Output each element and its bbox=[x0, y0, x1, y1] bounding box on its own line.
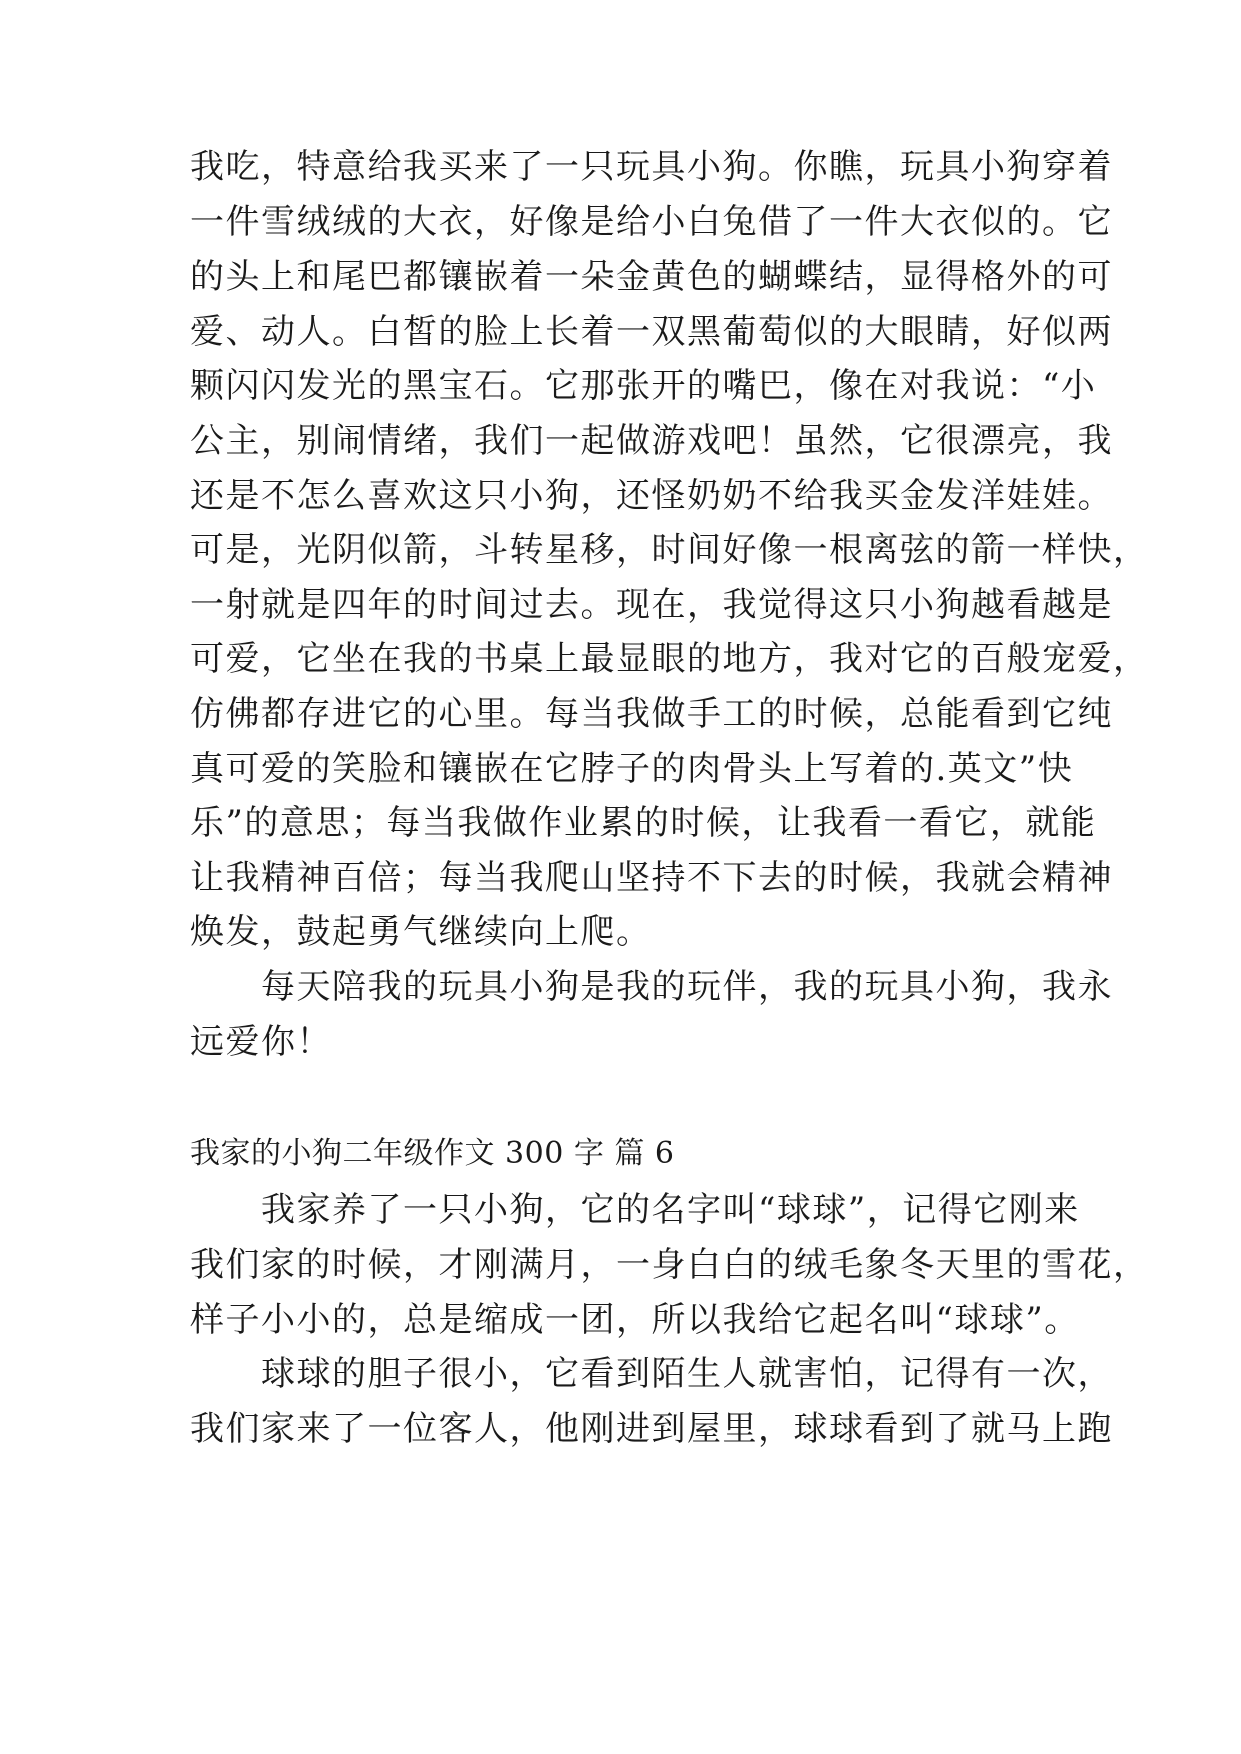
text-line: 一射就是四年的时间过去。现在，我觉得这只小狗越看越是 bbox=[190, 585, 1113, 625]
text-line: 真可爱的笑脸和镶嵌在它脖子的肉骨头上写着的.英文”快 bbox=[190, 749, 1074, 789]
text-line: 可是，光阴似箭，斗转星移，时间好像一根离弦的箭一样快， bbox=[190, 530, 1149, 570]
text-line: 焕发，鼓起勇气继续向上爬。 bbox=[190, 912, 652, 952]
text-line: 的头上和尾巴都镶嵌着一朵金黄色的蝴蝶结，显得格外的可 bbox=[190, 257, 1113, 297]
section-heading: 我家的小狗二年级作文 300 字 篇 6 bbox=[190, 1136, 675, 1171]
text-line: 样子小小的，总是缩成一团，所以我给它起名叫“球球”。 bbox=[190, 1300, 1080, 1340]
text-line: 颗闪闪发光的黑宝石。它那张开的嘴巴，像在对我说：“小 bbox=[190, 366, 1097, 406]
text-line: 乐”的意思；每当我做作业累的时候，让我看一看它，就能 bbox=[190, 803, 1097, 843]
text-line: 我们家的时候，才刚满月，一身白白的绒毛象冬天里的雪花， bbox=[190, 1245, 1149, 1285]
text-line: 球球的胆子很小，它看到陌生人就害怕，记得有一次， bbox=[190, 1354, 1113, 1394]
text-line: 仿佛都存进它的心里。每当我做手工的时候，总能看到它纯 bbox=[190, 694, 1113, 734]
text-line: 公主，别闹情绪，我们一起做游戏吧！虽然，它很漂亮，我 bbox=[190, 421, 1113, 461]
text-line: 一件雪绒绒的大衣，好像是给小白兔借了一件大衣似的。它 bbox=[190, 202, 1113, 242]
text-line: 我们家来了一位客人，他刚进到屋里，球球看到了就马上跑 bbox=[190, 1409, 1113, 1449]
text-line: 远爱你！ bbox=[190, 1022, 332, 1062]
text-line: 可爱，它坐在我的书桌上最显眼的地方，我对它的百般宠爱， bbox=[190, 639, 1149, 679]
text-line: 每天陪我的玩具小狗是我的玩伴，我的玩具小狗，我永 bbox=[190, 967, 1113, 1007]
text-line: 让我精神百倍；每当我爬山坚持不下去的时候，我就会精神 bbox=[190, 858, 1113, 898]
text-line: 我家养了一只小狗，它的名字叫“球球”，记得它刚来 bbox=[190, 1190, 1080, 1230]
text-line: 我吃，特意给我买来了一只玩具小狗。你瞧，玩具小狗穿着 bbox=[190, 147, 1113, 187]
text-line: 爱、动人。白皙的脸上长着一双黑葡萄似的大眼睛，好似两 bbox=[190, 312, 1113, 352]
text-line: 还是不怎么喜欢这只小狗，还怪奶奶不给我买金发洋娃娃。 bbox=[190, 476, 1113, 516]
